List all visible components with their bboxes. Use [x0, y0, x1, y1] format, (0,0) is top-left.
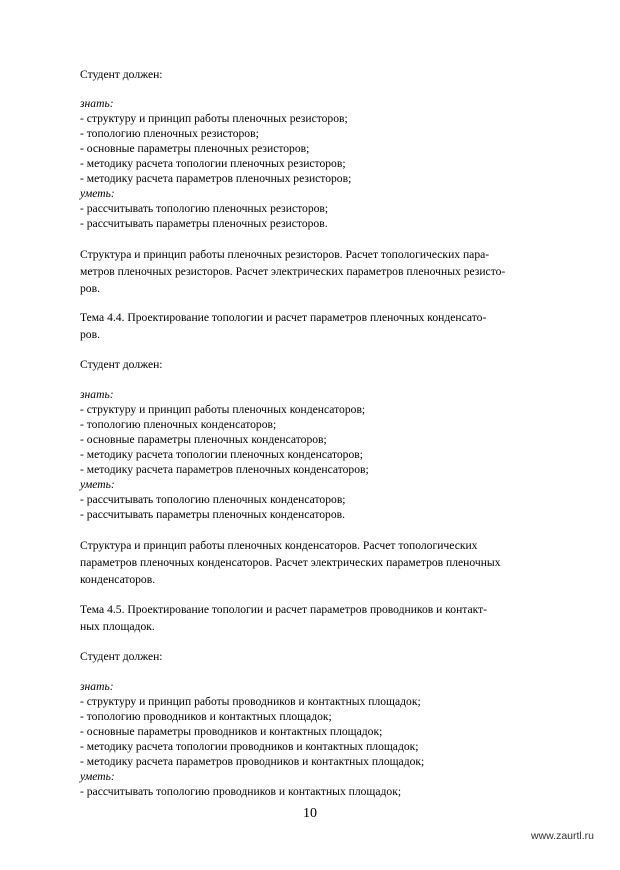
list-item: - методику расчета топологии пленочных резисторов; — [80, 157, 346, 170]
list-item: - методику расчета топологии пленочных конденсаторов; — [80, 448, 363, 461]
paragraph-line: конденсаторов. — [80, 573, 156, 586]
list-item: - топологию пленочных конденсаторов; — [80, 418, 277, 431]
list-item: - структуру и принцип работы пленочных резисторов; — [80, 112, 348, 125]
paragraph-line: Структура и принцип работы пленочных резисторов. Расчет топологических пара- — [80, 248, 490, 261]
paragraph-line: параметров пленочных конденсаторов. Расчет электрических параметров пленочных — [80, 556, 501, 569]
list-item: - структуру и принцип работы проводников и контактных площадок; — [80, 695, 421, 708]
section-label: знать: — [80, 680, 114, 693]
section-label: знать: — [80, 97, 114, 110]
section-label: уметь: — [80, 770, 115, 783]
list-item: - рассчитывать топологию пленочных конденсаторов; — [80, 493, 346, 506]
list-item: - структуру и принцип работы пленочных конденсаторов; — [80, 403, 366, 416]
list-item: - методику расчета параметров проводников и контактных площадок; — [80, 755, 425, 768]
page-number: 10 — [303, 806, 317, 821]
topic-heading: ных площадок. — [80, 620, 155, 633]
section-label: уметь: — [80, 187, 115, 200]
paragraph-line: метров пленочных резисторов. Расчет электрических параметров пленочных резисто- — [80, 265, 506, 278]
list-item: - топологию проводников и контактных площадок; — [80, 710, 332, 723]
list-item: - топологию пленочных резисторов; — [80, 127, 259, 140]
list-item: - основные параметры проводников и контактных площадок; — [80, 725, 383, 738]
list-item: - рассчитывать топологию проводников и контактных площадок; — [80, 785, 402, 798]
paragraph-line: Структура и принцип работы пленочных конденсаторов. Расчет топологических — [80, 539, 478, 552]
topic-heading: Тема 4.4. Проектирование топологии и расчет параметров пленочных конденсато- — [80, 311, 487, 324]
list-item: - основные параметры пленочных конденсаторов; — [80, 433, 327, 446]
topic-heading: Тема 4.5. Проектирование топологии и расчет параметров проводников и контакт- — [80, 603, 488, 616]
list-item: - рассчитывать параметры пленочных конденсаторов. — [80, 508, 346, 521]
text-line: Студент должен: — [80, 68, 163, 81]
topic-heading: ров. — [80, 328, 100, 341]
section-label: уметь: — [80, 478, 115, 491]
site-watermark: www.zaurtl.ru — [530, 830, 594, 842]
list-item: - рассчитывать топологию пленочных резисторов; — [80, 202, 329, 215]
list-item: - основные параметры пленочных резисторов; — [80, 142, 310, 155]
section-label: знать: — [80, 388, 114, 401]
list-item: - методику расчета топологии проводников и контактных площадок; — [80, 740, 419, 753]
paragraph-line: ров. — [80, 282, 100, 295]
list-item: - методику расчета параметров пленочных конденсаторов; — [80, 463, 369, 476]
list-item: - методику расчета параметров пленочных резисторов; — [80, 172, 352, 185]
list-item: - рассчитывать параметры пленочных резисторов. — [80, 217, 328, 230]
text-line: Студент должен: — [80, 650, 163, 663]
text-line: Студент должен: — [80, 358, 163, 371]
